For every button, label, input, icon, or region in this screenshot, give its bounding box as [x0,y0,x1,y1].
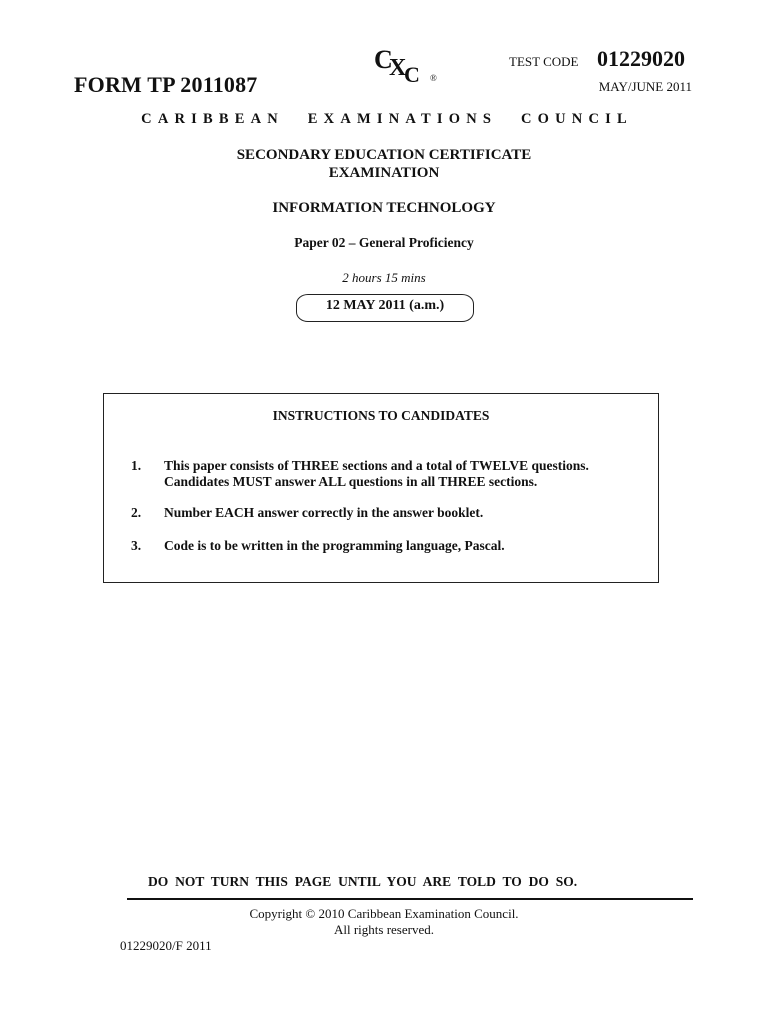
instructions-title: INSTRUCTIONS TO CANDIDATES [272,408,490,423]
instruction-number: 1. [131,458,142,473]
copyright-line2: All rights reserved. [333,922,434,937]
instruction-number: 3. [131,538,142,553]
cxc-logo [370,44,442,86]
instruction-line: Number EACH answer correctly in the answer booklet. [164,505,484,520]
test-code-label: TEST CODE [509,54,579,69]
subject-title: INFORMATION TECHNOLOGY [272,200,496,216]
instruction-text [164,505,644,521]
exam-duration: 2 hours 15 mins [342,270,426,285]
instruction-text [164,458,644,490]
logo-letter-c2: C [404,62,420,86]
instruction-text [164,538,644,554]
certificate-title-line1: SECONDARY EDUCATION CERTIFICATE [236,147,532,163]
paper-title: Paper 02 – General Proficiency [294,235,474,250]
do-not-turn-notice: DO NOT TURN THIS PAGE UNTIL YOU ARE TOLD TO DO SO. [148,874,578,889]
instruction-number: 2. [131,505,142,520]
council-name: CARIBBEAN EXAMINATIONS COUNCIL [141,111,633,127]
instruction-line: Code is to be written in the programming language, Pascal. [164,538,505,553]
footer-divider [127,898,693,900]
instruction-line: Candidates MUST answer ALL questions in all THREE sections. [164,474,538,489]
form-code: FORM TP 2011087 [74,72,258,97]
exam-session: MAY/JUNE 2011 [598,79,692,94]
certificate-title-line2: EXAMINATION [328,165,440,181]
copyright-line1: Copyright © 2010 Caribbean Examination Council. [249,906,519,921]
exam-date: 12 MAY 2011 (a.m.) [325,298,445,313]
test-code-value: 01229020 [597,46,685,71]
instruction-line: This paper consists of THREE sections and a total of TWELVE questions. [164,458,589,473]
logo-letter-c1: C [374,45,393,74]
registered-mark-icon: ® [430,73,437,83]
document-code: 01229020/F 2011 [120,938,212,953]
logo-letter-x: X [389,55,407,81]
